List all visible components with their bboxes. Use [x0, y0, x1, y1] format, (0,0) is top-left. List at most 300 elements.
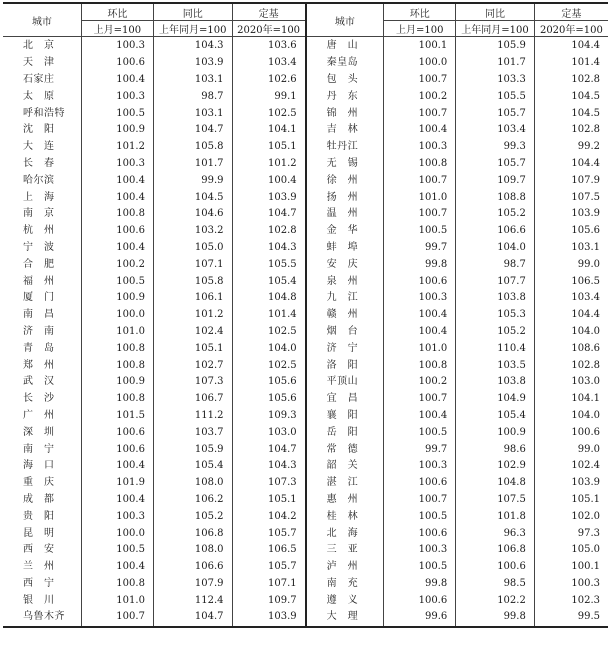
yoy-value-right: 103.8	[456, 290, 535, 307]
table-row	[3, 37, 608, 55]
base-value-left: 106.5	[232, 542, 306, 559]
mom-value-left: 100.3	[81, 508, 153, 525]
base-value-right: 99.0	[577, 443, 600, 455]
base-value-right: 103.1	[571, 241, 600, 253]
yoy-value-right: 105.9	[456, 37, 535, 55]
mom-value-right: 100.3	[384, 139, 456, 156]
table-row	[3, 307, 608, 324]
yoy-value-right: 102.9	[456, 458, 535, 475]
table-row	[3, 88, 608, 105]
mom-value-left: 100.6	[81, 441, 153, 458]
base-value-right: 104.1	[571, 393, 600, 405]
city-name-left: 重 庆	[3, 475, 81, 492]
mom-value-right: 100.5	[384, 223, 456, 240]
base-value-left: 107.1	[232, 576, 306, 593]
yoy-value-right: 98.5	[456, 576, 535, 593]
city-name-right: 唐 山	[306, 37, 384, 55]
yoy-value-right: 106.6	[456, 223, 535, 240]
yoy-value-right: 103.5	[456, 357, 535, 374]
base-value-right: 100.3	[571, 577, 600, 589]
base-value-left: 103.0	[232, 424, 306, 441]
table-row	[3, 189, 608, 206]
table-row	[3, 240, 608, 257]
mom-value-left: 100.4	[81, 458, 153, 475]
mom-value-left: 100.4	[81, 559, 153, 576]
base-value-left: 104.2	[232, 508, 306, 525]
city-name-right: 湛 江	[306, 475, 384, 492]
city-name-right: 南 充	[306, 576, 384, 593]
base-value-right: 102.8	[571, 124, 600, 136]
table-row	[3, 408, 608, 425]
mom-value-right: 100.8	[384, 156, 456, 173]
table-row	[3, 156, 608, 173]
yoy-value-left: 108.0	[153, 475, 232, 492]
yoy-value-right: 100.9	[456, 424, 535, 441]
mom-value-left: 100.9	[81, 374, 153, 391]
header-city-left: 城市	[3, 3, 81, 37]
yoy-value-right: 102.2	[456, 592, 535, 609]
table-row	[3, 340, 608, 357]
table-row	[3, 525, 608, 542]
base-value-right: 103.4	[571, 292, 600, 304]
city-name-left: 南 昌	[3, 307, 81, 324]
mom-value-right: 99.7	[384, 240, 456, 257]
base-value-right: 97.3	[577, 527, 600, 539]
table-row	[3, 172, 608, 189]
city-name-right: 洛 阳	[306, 357, 384, 374]
yoy-value-left: 106.8	[153, 525, 232, 542]
table-row	[3, 508, 608, 525]
subheader-base-right: 2020年=100	[534, 21, 608, 37]
mom-value-left: 100.2	[81, 256, 153, 273]
yoy-value-left: 98.7	[153, 88, 232, 105]
yoy-value-left: 104.5	[153, 189, 232, 206]
table-row	[3, 559, 608, 576]
yoy-value-left: 103.1	[153, 105, 232, 122]
mom-value-right: 99.8	[384, 576, 456, 593]
mom-value-right: 100.4	[384, 324, 456, 341]
table-row	[3, 324, 608, 341]
mom-value-right: 100.5	[384, 508, 456, 525]
base-value-left: 104.3	[232, 458, 306, 475]
city-name-left: 南 京	[3, 206, 81, 223]
yoy-value-right: 105.2	[456, 206, 535, 223]
city-name-right: 牡丹江	[306, 139, 384, 156]
mom-value-left: 100.6	[81, 424, 153, 441]
base-value-right: 99.2	[577, 141, 600, 153]
yoy-value-left: 106.1	[153, 290, 232, 307]
mom-value-right: 101.0	[384, 340, 456, 357]
subheader-mom-left: 上月=100	[81, 21, 153, 37]
base-value-left: 105.6	[232, 391, 306, 408]
base-value-right: 103.0	[571, 376, 600, 388]
yoy-value-right: 105.3	[456, 307, 535, 324]
subheader-base-left: 2020年=100	[232, 21, 306, 37]
yoy-value-left: 102.4	[153, 324, 232, 341]
yoy-value-left: 111.2	[153, 408, 232, 425]
mom-value-left: 100.5	[81, 542, 153, 559]
mom-value-left: 100.8	[81, 206, 153, 223]
city-name-right: 北 海	[306, 525, 384, 542]
base-value-left: 105.5	[232, 256, 306, 273]
yoy-value-right: 103.3	[456, 72, 535, 89]
yoy-value-left: 106.2	[153, 492, 232, 509]
table-row	[3, 475, 608, 492]
city-name-right: 秦皇岛	[306, 55, 384, 72]
base-value-right: 105.6	[571, 225, 600, 237]
base-value-right: 105.1	[571, 493, 600, 505]
mom-value-left: 100.4	[81, 172, 153, 189]
city-name-left: 西 宁	[3, 576, 81, 593]
table-row	[3, 223, 608, 240]
mom-value-left: 100.6	[81, 55, 153, 72]
base-value-right: 100.6	[571, 426, 600, 438]
base-value-left: 109.3	[232, 408, 306, 425]
yoy-value-right: 107.7	[456, 273, 535, 290]
base-value-left: 104.7	[232, 441, 306, 458]
yoy-value-right: 98.6	[456, 441, 535, 458]
city-name-right: 温 州	[306, 206, 384, 223]
yoy-value-right: 101.7	[456, 55, 535, 72]
city-name-left: 呼和浩特	[3, 105, 81, 122]
city-name-left: 合 肥	[3, 256, 81, 273]
city-name-right: 宜 昌	[306, 391, 384, 408]
base-value-left: 105.7	[232, 559, 306, 576]
city-name-left: 昆 明	[3, 525, 81, 542]
base-value-right: 104.4	[571, 40, 600, 52]
base-value-right: 104.0	[571, 325, 600, 337]
city-name-left: 厦 门	[3, 290, 81, 307]
city-name-left: 南 宁	[3, 441, 81, 458]
base-value-left: 104.0	[232, 340, 306, 357]
mom-value-left: 100.0	[81, 307, 153, 324]
yoy-value-right: 100.6	[456, 559, 535, 576]
base-value-right: 105.0	[571, 544, 600, 556]
price-index-table-container	[3, 2, 608, 628]
city-name-right: 丹 东	[306, 88, 384, 105]
yoy-value-right: 99.8	[456, 609, 535, 627]
mom-value-right: 100.3	[384, 458, 456, 475]
mom-value-right: 100.6	[384, 525, 456, 542]
mom-value-right: 100.7	[384, 172, 456, 189]
mom-value-right: 100.0	[384, 55, 456, 72]
table-row	[3, 374, 608, 391]
mom-value-right: 100.6	[384, 273, 456, 290]
mom-value-left: 100.9	[81, 290, 153, 307]
yoy-value-left: 107.1	[153, 256, 232, 273]
mom-value-right: 100.1	[384, 37, 456, 55]
city-name-left: 兰 州	[3, 559, 81, 576]
table-row	[3, 458, 608, 475]
city-name-left: 杭 州	[3, 223, 81, 240]
subheader-row	[3, 21, 608, 37]
city-name-right: 三 亚	[306, 542, 384, 559]
base-value-right: 108.6	[571, 342, 600, 354]
yoy-value-right: 105.4	[456, 408, 535, 425]
mom-value-left: 100.7	[81, 609, 153, 627]
yoy-value-left: 104.7	[153, 609, 232, 627]
yoy-value-right: 103.8	[456, 374, 535, 391]
city-name-left: 深 圳	[3, 424, 81, 441]
subheader-yoy-right: 上年同月=100	[456, 21, 535, 37]
base-value-right: 99.0	[577, 258, 600, 270]
base-value-right: 103.9	[571, 208, 600, 220]
mom-value-left: 100.3	[81, 156, 153, 173]
city-name-right: 蚌 埠	[306, 240, 384, 257]
city-name-left: 西 安	[3, 542, 81, 559]
mom-value-right: 100.8	[384, 357, 456, 374]
table-row	[3, 105, 608, 122]
header-row	[3, 3, 608, 21]
mom-value-right: 100.7	[384, 206, 456, 223]
base-value-left: 104.1	[232, 122, 306, 139]
mom-value-right: 100.4	[384, 408, 456, 425]
yoy-value-right: 110.4	[456, 340, 535, 357]
city-name-left: 武 汉	[3, 374, 81, 391]
city-name-right: 泸 州	[306, 559, 384, 576]
mom-value-left: 101.9	[81, 475, 153, 492]
base-value-left: 105.7	[232, 525, 306, 542]
mom-value-right: 100.3	[384, 290, 456, 307]
mom-value-right: 100.6	[384, 475, 456, 492]
base-value-right: 107.5	[571, 191, 600, 203]
mom-value-right: 99.6	[384, 609, 456, 627]
city-name-left: 成 都	[3, 492, 81, 509]
city-name-left: 银 川	[3, 592, 81, 609]
mom-value-left: 101.0	[81, 324, 153, 341]
mom-value-left: 101.2	[81, 139, 153, 156]
base-value-left: 103.9	[232, 609, 306, 627]
city-name-left: 长 沙	[3, 391, 81, 408]
base-value-right: 104.4	[571, 157, 600, 169]
header-mom-left: 环比	[81, 3, 153, 21]
header-city-right: 城市	[306, 3, 384, 37]
mom-value-right: 100.4	[384, 122, 456, 139]
yoy-value-right: 103.4	[456, 122, 535, 139]
base-value-left: 109.7	[232, 592, 306, 609]
yoy-value-right: 104.9	[456, 391, 535, 408]
base-value-left: 105.6	[232, 374, 306, 391]
base-value-right: 104.5	[571, 107, 600, 119]
mom-value-left: 100.8	[81, 340, 153, 357]
yoy-value-left: 105.1	[153, 340, 232, 357]
table-row	[3, 492, 608, 509]
city-name-right: 金 华	[306, 223, 384, 240]
yoy-value-left: 101.7	[153, 156, 232, 173]
mom-value-right: 100.5	[384, 424, 456, 441]
city-name-right: 大 理	[306, 609, 384, 627]
city-name-left: 海 口	[3, 458, 81, 475]
mom-value-right: 100.5	[384, 559, 456, 576]
base-value-right: 107.9	[571, 174, 600, 186]
yoy-value-left: 99.9	[153, 172, 232, 189]
header-base-right: 定基	[534, 3, 608, 21]
mom-value-left: 100.9	[81, 122, 153, 139]
city-name-right: 徐 州	[306, 172, 384, 189]
table-row	[3, 441, 608, 458]
yoy-value-right: 106.8	[456, 542, 535, 559]
table-row	[3, 542, 608, 559]
mom-value-left: 100.5	[81, 273, 153, 290]
yoy-value-left: 103.7	[153, 424, 232, 441]
mom-value-right: 100.4	[384, 307, 456, 324]
city-name-right: 常 德	[306, 441, 384, 458]
base-value-left: 101.4	[232, 307, 306, 324]
yoy-value-left: 105.4	[153, 458, 232, 475]
base-value-left: 102.5	[232, 324, 306, 341]
city-name-right: 安 庆	[306, 256, 384, 273]
header-yoy-right: 同比	[456, 3, 535, 21]
base-value-right: 102.8	[571, 359, 600, 371]
mom-value-left: 100.3	[81, 88, 153, 105]
mom-value-left: 101.5	[81, 408, 153, 425]
yoy-value-right: 101.8	[456, 508, 535, 525]
yoy-value-left: 105.0	[153, 240, 232, 257]
yoy-value-left: 103.2	[153, 223, 232, 240]
yoy-value-right: 96.3	[456, 525, 535, 542]
base-value-left: 107.3	[232, 475, 306, 492]
city-name-right: 锦 州	[306, 105, 384, 122]
base-value-right: 104.0	[571, 409, 600, 421]
city-name-left: 太 原	[3, 88, 81, 105]
yoy-value-right: 104.8	[456, 475, 535, 492]
yoy-value-right: 109.7	[456, 172, 535, 189]
header-base-left: 定基	[232, 3, 306, 21]
base-value-right: 101.4	[571, 57, 600, 69]
city-name-right: 烟 台	[306, 324, 384, 341]
mom-value-right: 99.8	[384, 256, 456, 273]
yoy-value-left: 105.9	[153, 441, 232, 458]
yoy-value-right: 105.7	[456, 156, 535, 173]
mom-value-left: 100.4	[81, 492, 153, 509]
table-row	[3, 592, 608, 609]
base-value-left: 105.4	[232, 273, 306, 290]
base-value-left: 103.9	[232, 189, 306, 206]
city-name-right: 平顶山	[306, 374, 384, 391]
base-value-left: 104.8	[232, 290, 306, 307]
city-name-left: 福 州	[3, 273, 81, 290]
mom-value-left: 100.4	[81, 72, 153, 89]
yoy-value-left: 102.7	[153, 357, 232, 374]
city-name-right: 无 锡	[306, 156, 384, 173]
yoy-value-right: 107.5	[456, 492, 535, 509]
city-name-right: 包 头	[306, 72, 384, 89]
mom-value-left: 100.0	[81, 525, 153, 542]
city-name-left: 宁 波	[3, 240, 81, 257]
city-name-right: 桂 林	[306, 508, 384, 525]
city-name-left: 长 春	[3, 156, 81, 173]
base-value-right: 102.4	[571, 460, 600, 472]
subheader-yoy-left: 上年同月=100	[153, 21, 232, 37]
mom-value-right: 100.7	[384, 72, 456, 89]
table-row	[3, 206, 608, 223]
mom-value-right: 100.7	[384, 492, 456, 509]
mom-value-right: 100.6	[384, 592, 456, 609]
yoy-value-left: 106.7	[153, 391, 232, 408]
mom-value-left: 100.8	[81, 357, 153, 374]
yoy-value-left: 103.1	[153, 72, 232, 89]
city-name-left: 贵 阳	[3, 508, 81, 525]
city-name-left: 乌鲁木齐	[3, 609, 81, 627]
yoy-value-right: 105.7	[456, 105, 535, 122]
table-row	[3, 391, 608, 408]
yoy-value-left: 103.9	[153, 55, 232, 72]
city-name-right: 泉 州	[306, 273, 384, 290]
table-row	[3, 290, 608, 307]
table-row	[3, 273, 608, 290]
yoy-value-left: 105.2	[153, 508, 232, 525]
mom-value-right: 100.2	[384, 374, 456, 391]
yoy-value-left: 101.2	[153, 307, 232, 324]
city-name-right: 扬 州	[306, 189, 384, 206]
table-row	[3, 609, 608, 627]
mom-value-right: 100.7	[384, 105, 456, 122]
city-name-left: 上 海	[3, 189, 81, 206]
yoy-value-left: 105.8	[153, 273, 232, 290]
yoy-value-left: 112.4	[153, 592, 232, 609]
base-value-left: 104.3	[232, 240, 306, 257]
table-row	[3, 256, 608, 273]
mom-value-left: 100.6	[81, 223, 153, 240]
table-row	[3, 139, 608, 156]
base-value-right: 106.5	[571, 275, 600, 287]
yoy-value-left: 107.3	[153, 374, 232, 391]
table-row	[3, 576, 608, 593]
base-value-left: 103.4	[232, 55, 306, 72]
header-mom-right: 环比	[384, 3, 456, 21]
city-name-right: 九 江	[306, 290, 384, 307]
city-name-right: 韶 关	[306, 458, 384, 475]
base-value-left: 104.7	[232, 206, 306, 223]
table-row	[3, 122, 608, 139]
city-name-right: 襄 阳	[306, 408, 384, 425]
mom-value-right: 99.7	[384, 441, 456, 458]
base-value-right: 103.9	[571, 477, 600, 489]
base-value-right: 100.1	[571, 561, 600, 573]
base-value-right: 102.8	[571, 73, 600, 85]
base-value-left: 102.8	[232, 223, 306, 240]
price-index-table	[3, 2, 608, 628]
base-value-right: 104.5	[571, 90, 600, 102]
city-name-left: 大 连	[3, 139, 81, 156]
city-name-right: 赣 州	[306, 307, 384, 324]
base-value-left: 102.6	[232, 72, 306, 89]
city-name-left: 郑 州	[3, 357, 81, 374]
city-name-left: 北 京	[3, 37, 81, 55]
city-name-left: 天 津	[3, 55, 81, 72]
base-value-right: 99.5	[577, 611, 600, 623]
table-row	[3, 55, 608, 72]
city-name-right: 惠 州	[306, 492, 384, 509]
mom-value-left: 100.3	[81, 37, 153, 55]
city-name-right: 吉 林	[306, 122, 384, 139]
city-name-right: 济 宁	[306, 340, 384, 357]
yoy-value-right: 99.3	[456, 139, 535, 156]
yoy-value-right: 105.2	[456, 324, 535, 341]
base-value-left: 100.4	[232, 172, 306, 189]
mom-value-left: 100.5	[81, 105, 153, 122]
header-yoy-left: 同比	[153, 3, 232, 21]
base-value-left: 105.1	[232, 492, 306, 509]
table-body	[3, 37, 608, 627]
city-name-left: 青 岛	[3, 340, 81, 357]
city-name-left: 石家庄	[3, 72, 81, 89]
base-value-right: 102.0	[571, 510, 600, 522]
yoy-value-left: 104.7	[153, 122, 232, 139]
city-name-left: 广 州	[3, 408, 81, 425]
mom-value-left: 101.0	[81, 592, 153, 609]
yoy-value-right: 108.8	[456, 189, 535, 206]
